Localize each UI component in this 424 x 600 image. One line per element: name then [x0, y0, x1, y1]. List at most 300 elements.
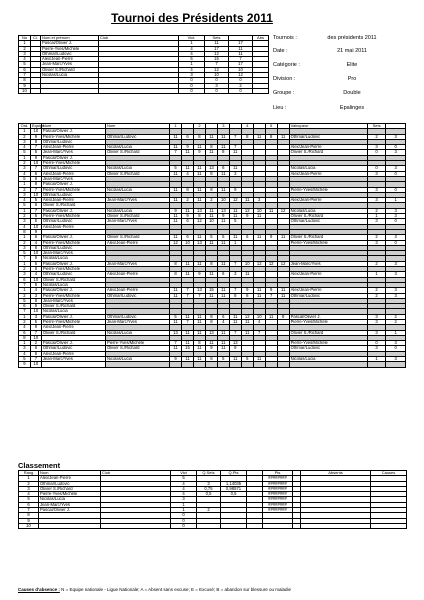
table-cell: 4: [19, 198, 31, 203]
table-cell: 1: [171, 502, 197, 507]
table-cell: Pierre-Yves/Michèle: [289, 341, 367, 346]
info-value: des présidents 2011: [327, 35, 377, 41]
table-cell: 12: [229, 198, 241, 203]
table-cell: Jean-Marc/Yves: [41, 298, 105, 303]
table-cell: 11: [170, 171, 182, 176]
column-header: Vainqueur: [289, 124, 367, 129]
table-cell: 8: [229, 293, 241, 298]
table-cell: 5: [30, 319, 41, 324]
table-cell: 0,98571: [221, 486, 247, 491]
table-cell: 0: [229, 88, 253, 93]
table-cell: 9: [241, 288, 253, 293]
table-cell: 3: [19, 486, 39, 491]
table-cell: ########: [263, 492, 293, 497]
table-cell: 7: [19, 508, 39, 513]
table-cell: 3: [19, 192, 31, 197]
table-cell: 2: [367, 235, 385, 240]
table-cell: 1: [367, 357, 385, 362]
table-cell: [99, 88, 179, 93]
table-cell: Othmar/Ludovic: [41, 346, 105, 351]
table-cell: 1: [19, 261, 31, 266]
table-cell: 13: [217, 208, 229, 213]
table-cell: 2: [386, 314, 406, 319]
table-cell: 11: [182, 314, 194, 319]
table-cell: 11: [205, 208, 217, 213]
table-cell: 2: [367, 293, 385, 298]
table-cell: 9: [265, 288, 277, 293]
table-cell: 4: [19, 224, 31, 229]
table-cell: 8: [205, 314, 217, 319]
table-cell: 3: [253, 198, 265, 203]
table-cell: 0: [179, 78, 205, 83]
table-cell: Alex/Jean-Pierre: [41, 198, 105, 203]
table-cell: 0: [386, 145, 406, 150]
table-cell: Olivier S./Richard: [105, 214, 169, 219]
table-cell: 13: [170, 330, 182, 335]
table-cell: 5: [179, 57, 205, 62]
table-cell: Olivier S./Richard: [41, 67, 99, 72]
table-cell: Olivier S./Richard: [289, 330, 367, 335]
table-cell: 5: [170, 166, 182, 171]
table-cell: 11: [229, 235, 241, 240]
table-cell: 15: [205, 288, 217, 293]
table-cell: 3: [367, 314, 385, 319]
table-cell: 11: [182, 330, 194, 335]
table-cell: ########: [263, 502, 293, 507]
teams-table: [18, 35, 269, 94]
table-cell: 7: [19, 282, 31, 287]
table-cell: [31, 88, 41, 93]
table-cell: Olivier S./Richard: [289, 235, 367, 240]
table-cell: 13: [205, 330, 217, 335]
table-cell: Alex/Jean-Pierre: [105, 288, 169, 293]
table-cell: 7: [229, 145, 241, 150]
table-cell: 3: [386, 293, 406, 298]
table-cell: 9: [182, 214, 194, 219]
table-cell: 8: [30, 351, 41, 356]
table-cell: Nicolas/Lucia: [41, 282, 105, 287]
table-cell: 7: [229, 288, 241, 293]
info-key: Tournois :: [273, 35, 297, 41]
table-cell: 10: [253, 314, 265, 319]
table-cell: 0,5: [221, 492, 247, 497]
table-cell: 10: [30, 192, 41, 197]
table-cell: 1: [19, 235, 31, 240]
table-cell: Olivier S./Richard: [105, 150, 169, 155]
page-title: Tournoi des Présidents 2011: [111, 11, 273, 25]
table-cell: 6: [30, 235, 41, 240]
table-cell: Nicolas/Lucia: [41, 73, 99, 78]
table-cell: Othmar/Ludovic: [289, 293, 367, 298]
table-cell: 9: [19, 518, 39, 523]
table-cell: 4: [179, 46, 205, 51]
table-cell: 2: [19, 481, 39, 486]
column-header: Causes: [371, 471, 407, 476]
table-cell: 1: [19, 182, 31, 187]
table-cell: 12: [229, 73, 253, 78]
table-cell: 7: [229, 57, 253, 62]
table-cell: 11: [193, 235, 205, 240]
table-cell: 11: [217, 330, 229, 335]
table-cell: 4: [19, 325, 31, 330]
table-cell: 3: [386, 341, 406, 346]
table-cell: 9: [30, 155, 41, 160]
table-cell: 11: [229, 314, 241, 319]
table-cell: 2: [19, 46, 31, 51]
table-cell: 1: [179, 62, 205, 67]
table-cell: 0: [171, 518, 197, 523]
info-key: Date :: [273, 48, 288, 54]
table-cell: 7: [30, 357, 41, 362]
table-cell: 3: [386, 208, 406, 213]
table-cell: 0: [179, 83, 205, 88]
table-cell: 1: [179, 41, 205, 46]
table-cell: 6: [182, 219, 194, 224]
table-cell: 6: [30, 150, 41, 155]
table-cell: 10: [205, 219, 217, 224]
info-value: Pro: [347, 76, 357, 82]
table-cell: 10: [19, 523, 39, 528]
table-cell: 11: [217, 187, 229, 192]
table-cell: 10: [30, 277, 41, 282]
table-cell: 0: [386, 187, 406, 192]
table-cell: 3: [367, 346, 385, 351]
table-cell: 12: [241, 314, 253, 319]
table-cell: 17: [205, 46, 229, 51]
table-cell: 11: [182, 341, 194, 346]
table-cell: 11: [229, 214, 241, 219]
table-cell: Nicolas/Lucia: [41, 256, 105, 261]
table-cell: 9: [30, 325, 41, 330]
table-cell: Alex/Jean-Pierre: [289, 272, 367, 277]
table-cell: 3: [367, 198, 385, 203]
table-cell: [182, 362, 194, 367]
table-cell: 9: [30, 282, 41, 287]
table-cell: 11: [229, 150, 241, 155]
table-cell: 12: [241, 208, 253, 213]
table-cell: 13: [193, 288, 205, 293]
table-cell: 11: [182, 166, 194, 171]
table-cell: 11: [253, 214, 265, 219]
table-cell: 3: [367, 330, 385, 335]
table-cell: [371, 523, 407, 528]
column-header: 5: [265, 124, 277, 129]
table-cell: 3: [30, 314, 41, 319]
table-cell: Jean-Marc/Yves: [41, 150, 105, 155]
table-cell: 8: [205, 261, 217, 266]
table-cell: 0: [386, 346, 406, 351]
table-cell: 11: [217, 134, 229, 139]
table-cell: 11: [170, 134, 182, 139]
table-cell: [41, 88, 99, 93]
table-cell: 4: [182, 171, 194, 176]
table-cell: 4: [217, 319, 229, 324]
table-cell: 4: [19, 57, 31, 62]
column-header: Club: [99, 36, 179, 41]
table-cell: 11: [229, 208, 241, 213]
table-cell: Nicolas/Lucia: [41, 309, 105, 314]
column-header: Pts: [263, 471, 293, 476]
table-cell: Olivier S./Richard: [105, 235, 169, 240]
table-cell: 10: [205, 73, 229, 78]
table-cell: 6: [30, 346, 41, 351]
table-cell: 6: [217, 272, 229, 277]
table-cell: 11: [205, 341, 217, 346]
table-cell: 8: [241, 293, 253, 298]
table-cell: Jean-Marc/Yves: [41, 357, 105, 362]
table-cell: Olivier S./Richard: [41, 203, 105, 208]
table-cell: 1: [367, 272, 385, 277]
column-header: Sets: [367, 124, 385, 129]
table-cell: Nicolas/Lucia: [39, 497, 101, 502]
table-cell: Jean-Marc/Yves: [41, 62, 99, 67]
table-cell: 11: [241, 319, 253, 324]
table-cell: 0: [205, 78, 229, 83]
column-header: Club: [101, 471, 171, 476]
table-cell: 11: [193, 171, 205, 176]
table-cell: 11: [217, 293, 229, 298]
table-cell: 8: [205, 357, 217, 362]
table-cell: ########: [263, 508, 293, 513]
table-cell: 9: [30, 256, 41, 261]
table-cell: 7: [182, 288, 194, 293]
table-cell: Alex/Jean-Pierre: [289, 171, 367, 176]
table-cell: 3: [386, 166, 406, 171]
table-cell: 11: [241, 198, 253, 203]
table-cell: Nicolas/Lucia: [105, 330, 169, 335]
table-cell: 4: [171, 481, 197, 486]
table-cell: Pascal/Olivier J.: [41, 41, 99, 46]
table-cell: [263, 523, 293, 528]
table-cell: 5: [241, 357, 253, 362]
table-cell: 3: [367, 319, 385, 324]
table-cell: 7: [170, 341, 182, 346]
table-cell: Alex/Jean-Pierre: [41, 351, 105, 356]
table-cell: Nicolas/Lucia: [105, 187, 169, 192]
table-cell: 11: [193, 314, 205, 319]
table-cell: Pierre-Yves/Michèle: [289, 319, 367, 324]
table-cell: Alex/Jean-Pierre: [41, 171, 105, 176]
table-cell: 3: [367, 219, 385, 224]
table-cell: 1: [19, 208, 31, 213]
table-cell: Pierre-Yves/Michèle: [39, 492, 101, 497]
table-cell: 7: [205, 62, 229, 67]
table-cell: Pierre-Yves/Michèle: [41, 319, 105, 324]
table-cell: 5: [205, 235, 217, 240]
table-cell: 11: [182, 357, 194, 362]
table-cell: [253, 362, 265, 367]
table-cell: 5: [30, 219, 41, 224]
info-key: Catégorie :: [273, 62, 300, 68]
table-cell: 11: [253, 293, 265, 298]
table-cell: Pascal/Olivier J.: [39, 508, 101, 513]
table-cell: 3: [30, 293, 41, 298]
table-cell: 8: [19, 78, 31, 83]
table-cell: 12: [193, 219, 205, 224]
table-cell: Othmar/Ludovic: [41, 139, 105, 144]
table-cell: Pascal/Olivier J.: [41, 182, 105, 187]
table-cell: 11: [205, 293, 217, 298]
table-cell: 9: [170, 208, 182, 213]
table-cell: 10: [30, 251, 41, 256]
table-cell: 6: [19, 330, 31, 335]
table-cell: 1: [19, 155, 31, 160]
table-cell: 11: [241, 330, 253, 335]
table-cell: 7: [30, 208, 41, 213]
table-cell: Alex/Jean-Pierre: [41, 145, 105, 150]
table-cell: 11: [170, 319, 182, 324]
table-cell: Othmar/Ludovic: [41, 192, 105, 197]
table-cell: Nicolas/Lucia: [289, 357, 367, 362]
table-cell: 2: [19, 293, 31, 298]
table-cell: 9: [205, 346, 217, 351]
table-cell: 7: [229, 330, 241, 335]
table-cell: 5: [30, 261, 41, 266]
table-cell: 11: [170, 145, 182, 150]
table-cell: 9: [19, 362, 31, 367]
table-cell: 8: [182, 187, 194, 192]
table-cell: [241, 362, 253, 367]
table-cell: 11: [277, 134, 289, 139]
table-cell: 9: [217, 214, 229, 219]
column-header: Nom: [39, 471, 101, 476]
table-cell: 11: [229, 357, 241, 362]
table-cell: 8: [30, 298, 41, 303]
column-header: Cl.: [31, 36, 41, 41]
table-cell: [221, 523, 247, 528]
table-cell: 1: [171, 508, 197, 513]
table-cell: [386, 362, 406, 367]
table-cell: Othmar/Ludovic: [105, 134, 169, 139]
table-cell: 13: [193, 240, 205, 245]
table-cell: 7: [30, 330, 41, 335]
table-cell: [293, 523, 301, 528]
table-cell: Olivier S./Richard: [41, 304, 105, 309]
table-cell: Olivier S./Richard: [289, 150, 367, 155]
table-cell: 9: [170, 357, 182, 362]
table-cell: 7: [30, 145, 41, 150]
table-cell: Othmar/Ludovic: [39, 481, 101, 486]
table-cell: 8: [193, 134, 205, 139]
table-cell: 3: [19, 245, 31, 250]
table-cell: 9: [193, 272, 205, 277]
table-cell: 3: [19, 272, 31, 277]
table-cell: Jean-Marc/Yves: [41, 251, 105, 256]
table-cell: 5: [19, 298, 31, 303]
table-cell: Pierre-Yves/Michèle: [41, 46, 99, 51]
table-cell: 6: [30, 171, 41, 176]
table-cell: 11: [265, 314, 277, 319]
table-cell: 5: [171, 476, 197, 481]
table-cell: 6: [241, 235, 253, 240]
table-cell: 5: [19, 203, 31, 208]
table-cell: Pierre-Yves/Michèle: [289, 240, 367, 245]
table-cell: 7: [229, 261, 241, 266]
column-header: Ord.: [19, 124, 31, 129]
table-cell: 1: [386, 330, 406, 335]
table-cell: 1: [19, 476, 39, 481]
table-cell: [205, 362, 217, 367]
table-cell: 10: [253, 208, 265, 213]
table-cell: Pierre-Yves/Michèle: [41, 134, 105, 139]
info-value: 21 mai 2011: [337, 48, 367, 54]
table-cell: 2: [19, 214, 31, 219]
table-cell: 4: [253, 319, 265, 324]
table-cell: Pierre-Yves/Michèle: [41, 267, 105, 272]
table-cell: 9: [193, 150, 205, 155]
table-cell: [301, 523, 371, 528]
table-cell: 7: [30, 166, 41, 171]
table-cell: Othmar/Ludovic: [41, 245, 105, 250]
table-cell: Othmar/Ludovic: [41, 51, 99, 56]
table-cell: 11: [205, 240, 217, 245]
table-cell: 0: [171, 513, 197, 518]
table-cell: 11: [182, 150, 194, 155]
table-cell: 8: [19, 229, 31, 234]
table-cell: 3: [386, 357, 406, 362]
table-cell: Jean-Marc/Yves: [41, 176, 105, 181]
table-cell: 1: [19, 288, 31, 293]
table-cell: Jean-Marc/Yves: [105, 261, 169, 266]
table-cell: 10: [30, 161, 41, 166]
table-cell: 11: [170, 198, 182, 203]
table-cell: 3: [386, 150, 406, 155]
table-cell: 8: [193, 214, 205, 219]
column-header: Equipe: [31, 123, 45, 128]
table-cell: 5: [19, 251, 31, 256]
table-cell: Pascal/Olivier J.: [41, 129, 105, 134]
table-cell: 12: [205, 67, 229, 72]
table-cell: 4: [19, 171, 31, 176]
table-cell: 3: [19, 346, 31, 351]
table-cell: [39, 523, 101, 528]
table-cell: 11: [265, 208, 277, 213]
table-cell: 12: [170, 240, 182, 245]
table-cell: 8: [170, 261, 182, 266]
table-cell: 10: [30, 309, 41, 314]
column-header: 2: [193, 124, 205, 129]
table-cell: Nicolas/Lucia: [105, 208, 169, 213]
table-cell: Olivier S./Richard: [105, 171, 169, 176]
table-cell: 7: [19, 309, 31, 314]
table-cell: 8: [30, 182, 41, 187]
table-cell: 5: [229, 219, 241, 224]
table-cell: 6: [217, 166, 229, 171]
table-cell: 10: [217, 198, 229, 203]
table-cell: 0: [386, 219, 406, 224]
table-cell: ########: [263, 481, 293, 486]
table-cell: 12: [205, 51, 229, 56]
table-cell: Othmar/Ludovic: [289, 134, 367, 139]
table-cell: ########: [263, 497, 293, 502]
table-cell: 3: [386, 272, 406, 277]
table-cell: [101, 523, 171, 528]
table-cell: 0: [386, 240, 406, 245]
table-cell: 8: [205, 319, 217, 324]
column-header: Sets: [205, 36, 229, 41]
table-cell: 1: [19, 341, 31, 346]
table-cell: 3: [197, 481, 221, 486]
table-cell: 6: [19, 277, 31, 282]
table-cell: 2: [197, 508, 221, 513]
table-cell: 5: [217, 357, 229, 362]
table-cell: 8: [241, 134, 253, 139]
table-cell: Alex/Jean-Pierre: [289, 145, 367, 150]
table-cell: 11: [217, 341, 229, 346]
classement-title: Classement: [18, 461, 61, 470]
table-cell: 3: [367, 187, 385, 192]
table-cell: 10: [19, 88, 31, 93]
